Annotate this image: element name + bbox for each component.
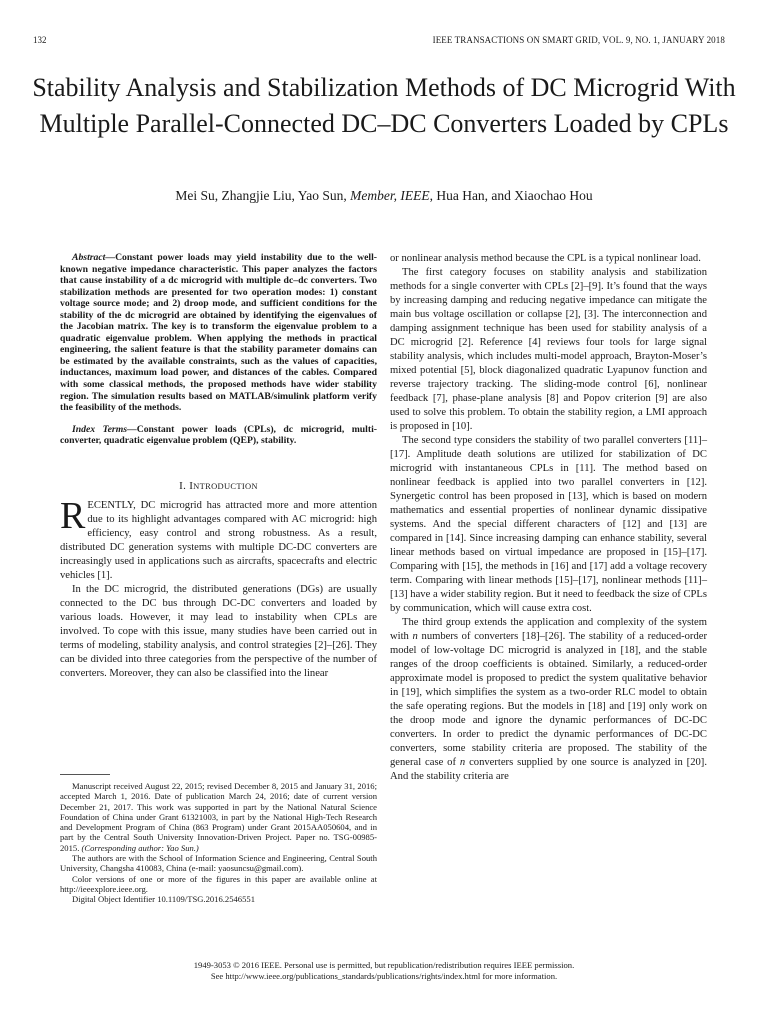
- section-number: I.: [179, 479, 187, 492]
- intro-paragraph-1: [60, 494, 377, 583]
- copyright-notice: [0, 960, 768, 982]
- index-terms-text: Constant power loads (CPLs), dc microgrid, multi-converter, quadratic eigenvalue problem (QEP), stability.: [60, 423, 377, 447]
- index-terms-label: Index Terms—: [72, 423, 137, 435]
- abstract: [60, 252, 377, 414]
- footnote-received-text: Manuscript received August 22, 2015; revised December 8, 2015 and January 31, 2016; accepted March 1, 2016. Date of publication March 24, 2016; date of current version December 21, 2017. This work was supported in part by the National Natural Science Foundation of China under Grant 61321003, in part by the National High-Tech Research and Development Program of China (863 Program) under Grant 2015AA050604, and in part by the Central South University Innovation-Driven Project. Paper no. TSG-00985-2015.: [60, 781, 377, 853]
- intro-paragraph-2: In the DC microgrid, the distributed generations (DGs) are usually connected to the DC bus through DC-DC converters and loaded by various loads. However, it may lead to instability when CPLs are involved. To cope with this issue, many studies have been carried out in terms of modeling, stability analysis, and control strategies [2]–[26]. They can be divided into three categories from the perspective of the number of converters. Moreover, they can also be classified into the linear: [60, 583, 377, 679]
- author-names: Mei Su, Zhangjie Liu, Yao Sun,: [175, 188, 347, 203]
- section-initial: I: [189, 479, 194, 492]
- journal-header: IEEE TRANSACTIONS ON SMART GRID, VOL. 9, NO. 1, JANUARY 2018: [432, 35, 725, 45]
- footnote-doi: Digital Object Identifier 10.1109/TSG.2016.2546551: [72, 894, 255, 905]
- p3-symbol-n: n: [412, 631, 418, 642]
- p3-text-c: converters supplied by one source is analyzed in [20]. And the stability criteria are: [390, 757, 707, 782]
- index-terms: [60, 424, 377, 447]
- paper-title: Stability Analysis and Stabilization Methods of DC Microgrid With Multiple Parallel-Connected DC–DC Converters Loaded by CPLs: [32, 73, 736, 138]
- section-title-rest: NTRODUCTION: [193, 480, 258, 491]
- abstract-label: Abstract—: [72, 252, 116, 263]
- author-names-rest: , Hua Han, and Xiaochao Hou: [429, 188, 593, 203]
- footnote-color: Color versions of one or more of the figures in this paper are available online at http://ieeexplore.ieee.org.: [60, 873, 377, 894]
- p3-text-b: numbers of converters [18]–[26]. The stability of a reduced-order model of low-voltage DC microgrid is analyzed in [18], and the stable ranges of the droop coefficients is obtained. Similarly, a reduced-order approximate model is proposed to predict the system qualitative behavior in [19], which simplifies the system as a two-order RLC model to obtain the safe operating regions. But the models in [18] and [19] only work on the droop mode and ignore the dynamic performances of DC-DC converters. In order to predict the dynamic performances of DC-DC converters, some stability criteria are proposed. The stability of the general case of: [390, 631, 707, 768]
- copyright-line-2: See http://www.ieee.org/publications_standards/publications/rights/index.html for more information.: [210, 971, 558, 981]
- author-list: [0, 188, 768, 204]
- author-membership: Member, IEEE: [350, 188, 430, 203]
- p3-symbol-n-2: n: [459, 757, 466, 768]
- copyright-line-1: 1949-3053 © 2016 IEEE. Personal use is permitted, but republication/redistribution requires IEEE permission.: [193, 960, 575, 970]
- right-paragraph-1: The first category focuses on stability analysis and stabilization methods for a single converter with CPLs [2]–[9]. It’s found that the ways by increasing damping and reducing negative impedance can mitigate the main bus voltage oscillation or collapse [2], [3]. The interconnection and damping assignment technique has been used for stability analysis of a DC microgrid [2]. Reference [4] reviews four tools for large signal stability analysis, which includes multi-model approach, Brayton-Moser’s mixed potential [5], block diagonalized quadratic Lyapunov function and reverse trajectory tracking. The sliding-mode control [6], nonlinear feedback [7], phase-plane analysis [8] and Popov criterion [9] are also used to solve this problem. To obtain the stability region, a LMI approach is proposed in [10].: [390, 267, 707, 432]
- intro-p1-text: ECENTLY, DC microgrid has attracted more and more attention due to its highlight advantages compared with AC microgrid: high efficiency, easy control and strong robustness. As a result, distributed DC generation systems with multiple DC-DC converters are increasingly used in applications such as aircrafts, spacecrafts and electric vehicles [1].: [60, 499, 377, 581]
- left-column: [60, 252, 377, 681]
- footnote-corresponding: (Corresponding author: Yao Sun.): [81, 842, 199, 853]
- footnotes: [60, 781, 377, 905]
- abstract-text: Constant power loads may yield instability due to the well-known negative impedance characteristic. This paper analyzes the factors that cause instability of a dc microgrid with multiple dc–dc converters. Two stabilization methods are presented for two operation modes: 1) constant voltage source mode; and 2) droop mode, and sufficient conditions for the stability of the dc microgrid are obtained by identifying the eigenvalues of the Jacobian matrix. The key is to transform the eigenvalue problem to a quadratic eigenvalue problem. When applying the methods in practical engineering, the salient feature is that the stability parameter domains can be estimated by the available constraints, such as the values of capacities, inductances, maximum load power, and distances of the cables. Compared with some classical methods, the proposed methods have wider stability region. The simulation results based on MATLAB/simulink platform verify the feasibility of the methods.: [60, 252, 377, 414]
- section-heading: [60, 479, 377, 493]
- footnote-received: [60, 781, 377, 853]
- p3-text-a: The third group extends the application and complexity of the system with: [390, 617, 707, 642]
- right-paragraph-3: [390, 616, 707, 784]
- footnote-divider: [60, 774, 110, 775]
- right-column: [390, 252, 707, 784]
- right-paragraph-0: or nonlinear analysis method because the CPL is a typical nonlinear load.: [390, 253, 701, 264]
- drop-cap: R: [60, 494, 86, 537]
- footnote-affiliation: The authors are with the School of Information Science and Engineering, Central South University, Changsha 410083, China (e-mail: yaosuncsu@gmail.com).: [60, 853, 377, 874]
- page-number: 132: [33, 35, 47, 45]
- right-paragraph-2: The second type considers the stability of two parallel converters [11]–[17]. Amplitude death solutions are utilized for stabilization of DC microgrid with instantaneous CPLs in [11]. The method based on nonlinear feedback is applied into two parallel converters in [12]. Synergetic control has been proposed in [13], which is based on modern mathematics and essential properties of nonlinear dynamic dissipative systems. And the special different characters of [12] and [13] are compared in [14]. Since increasing damping can enhance stability, several linear methods based on virtual impedance are proposed in [15]–[17]. Comparing with [15], the methods in [16] and [17] add a voltage recovery term. Comparing with linear methods [15]–[17], nonlinear methods [11]–[13] have a wider stability region. But it need to feedback the size of CPLs by communication, which will cause extra cost.: [390, 435, 707, 614]
